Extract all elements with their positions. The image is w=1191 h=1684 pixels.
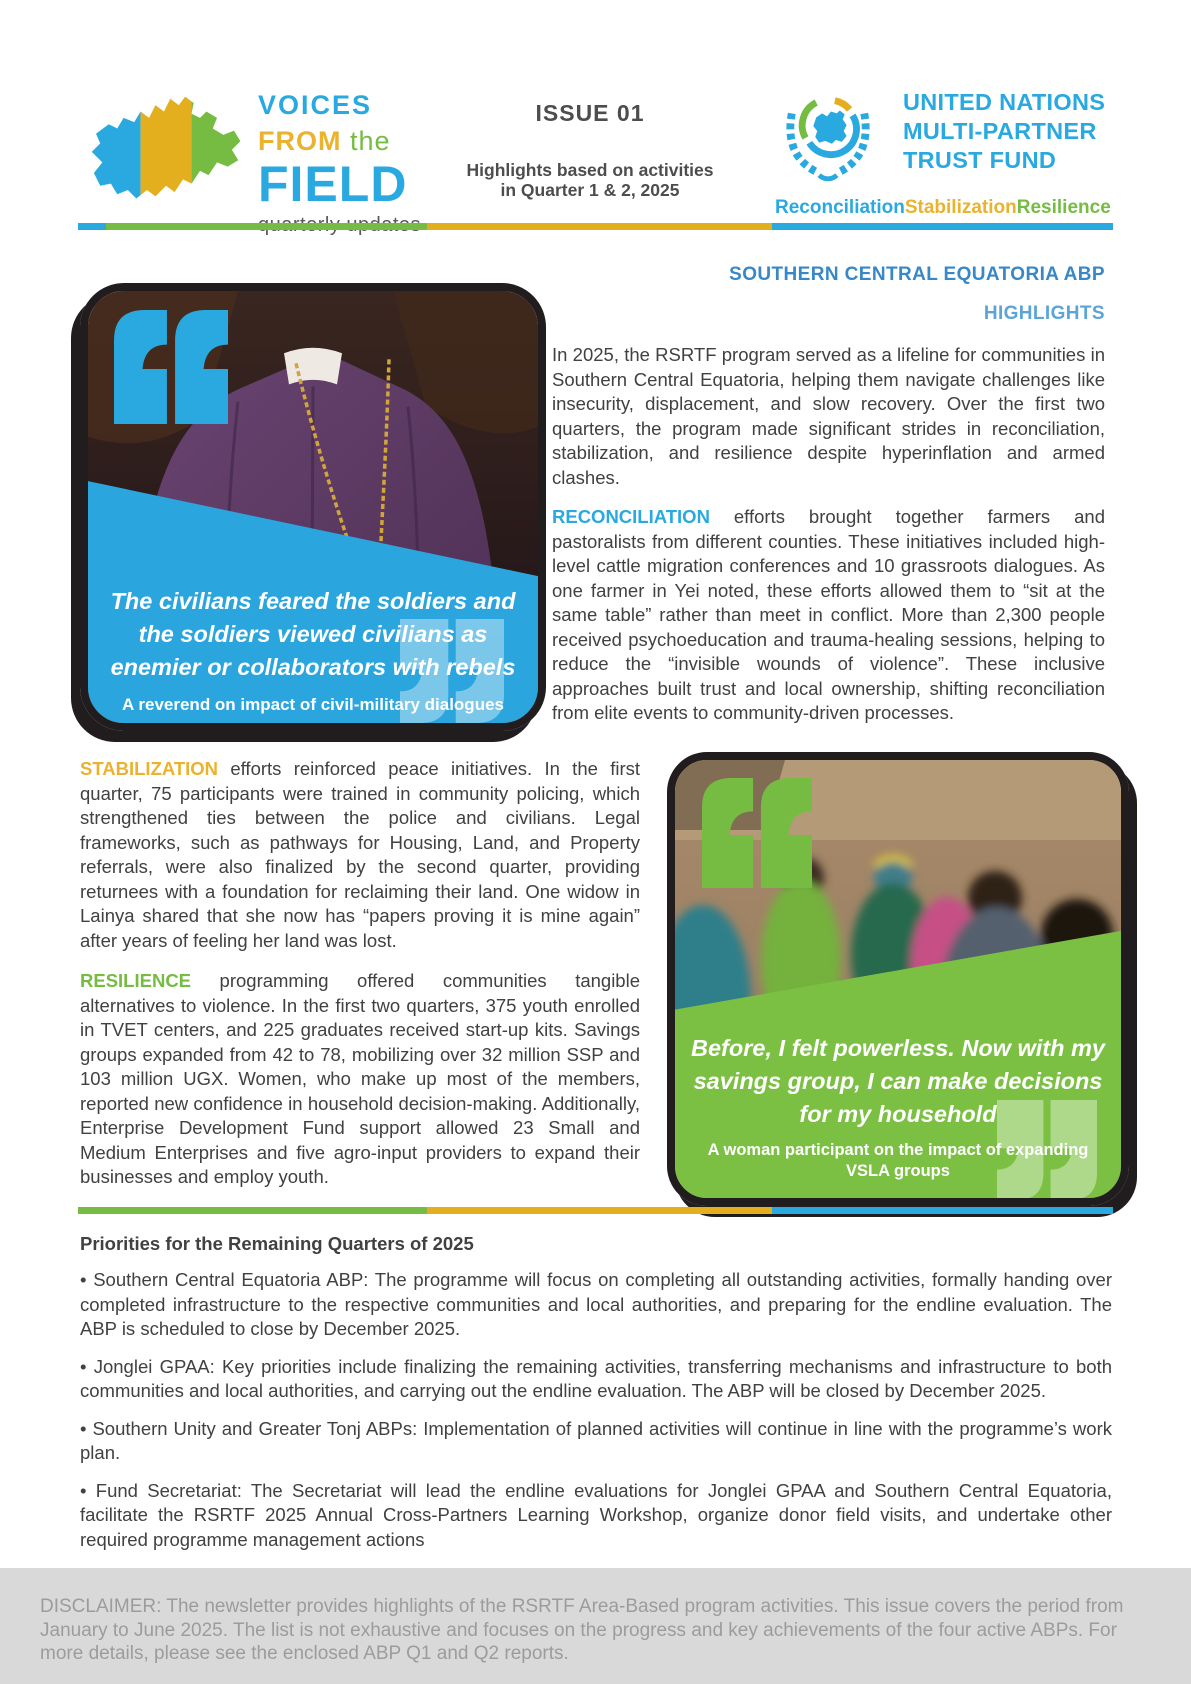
divider-segment-blue xyxy=(772,223,1113,230)
priorities-section xyxy=(80,1233,1112,1552)
resilience-paragraph: RESILIENCE programming offered communities tangible alternatives to violence. In the first two quarters, 375 youth enrolled in TVET centers, and 225 graduates received start-up kits. Savings groups expanded from 42 to 78, mobilizing over 32 million SSP and 103 million UGX. Women, who make up most of the members, reported new confidence in household decision-making. Additionally, Enterprise Development Fund support allowed 23 Small and Medium Enterprises and five agro-input providers to expand their businesses and employ youth. xyxy=(80,970,640,1187)
tagline-resilience: Resilience xyxy=(1016,197,1111,218)
un-fund-name: UNITED NATIONS MULTI-PARTNER TRUST FUND xyxy=(903,89,1106,173)
quote-card-reverend xyxy=(80,283,546,731)
stabilization-paragraph: STABILIZATION efforts reinforced peace initiatives. In the first quarter, 75 participants were trained in community policing, which strengthened ties between the police and civilians. Legal frameworks, such as pathways for Housing, Land, and Property referrals, were also finalized by the second quarter, providing returnees with a foundation for reclaiming their land. One widow in Lainya shared that she now has “papers proving it is mine again” after years of feeling her land was lost. xyxy=(80,758,640,951)
divider-segment-blue xyxy=(772,1207,1113,1214)
priority-bullet-unity-tonj: • Southern Unity and Greater Tonj ABPs: Implementation of planned activities will continue in line with the programme’s work plan. xyxy=(80,1417,1112,1463)
divider-segment-yellow xyxy=(427,223,772,230)
divider-segment-yellow xyxy=(427,1207,772,1214)
quote-attribution: A reverend on impact of civil-military dialogues xyxy=(122,695,504,714)
quote-attribution: A woman participant on the impact of expanding VSLA groups xyxy=(707,1141,1089,1180)
quote-body xyxy=(88,585,538,715)
tagline-stabilization: Stabilization xyxy=(904,197,1017,218)
section-subheading: HIGHLIGHTS xyxy=(983,303,1105,324)
brand-line-field: FIELD xyxy=(258,156,408,212)
issue-block xyxy=(430,100,750,200)
section-divider-bar xyxy=(78,1207,1113,1214)
disclaimer-text: DISCLAIMER: The newsletter provides highlights of the RSRTF Area-Based program activities. This issue covers the period from January to June 2025. The list is not exhaustive and focuses on the progress and key achievements of the four active ABPs. For more details, please see the enclosed ABP Q1 and Q2 reports. xyxy=(40,1596,1124,1664)
brand-line-voices: VOICES xyxy=(258,90,373,120)
quote-text: Before, I felt powerless. Now with my savings group, I can make decisions for my household xyxy=(691,1035,1105,1127)
priorities-heading: Priorities for the Remaining Quarters of 2025 xyxy=(80,1233,474,1254)
resilience-keyword: RESILIENCE xyxy=(80,970,192,991)
quote-card-vsla xyxy=(667,752,1129,1206)
issue-subtitle: Highlights based on activities in Quarter 1 & 2, 2025 xyxy=(466,160,714,200)
highlights-column xyxy=(552,264,1105,726)
priority-bullet-jonglei-gpaa: • Jonglei GPAA: Key priorities include finalizing the remaining activities, transferring mechanisms and infrastructure to both communities and local authorities, and carrying out the endline evaluation. The ABP will be closed by December 2025. xyxy=(80,1355,1112,1401)
issue-title: ISSUE 01 xyxy=(535,100,645,126)
divider-segment-green xyxy=(106,223,427,230)
quote-text: The civilians feared the soldiers and the soldiers viewed civilians as enemier or collaborators with rebels xyxy=(110,588,516,680)
stabilization-keyword: STABILIZATION xyxy=(80,758,219,779)
priority-bullet-fund-secretariat: • Fund Secretariat: The Secretariat will lead the endline evaluations for Jonglei GPAA and Southern Central Equatoria, facilitate the RSRTF 2025 Annual Cross-Partners Learning Workshop, organize donor field visits, and undertake other required programme management actions xyxy=(80,1479,1112,1550)
divider-segment-green xyxy=(78,1207,427,1214)
disclaimer-footer xyxy=(0,1568,1191,1684)
open-quote-icon xyxy=(114,309,228,430)
priority-bullet-sce-abp: • Southern Central Equatoria ABP: The programme will focus on completing all outstanding activities, formally handing over completed infrastructure to the respective communities and local authorities, and preparing for the endline evaluation. The ABP is scheduled to close by December 2025. xyxy=(80,1269,1112,1339)
open-quote-icon xyxy=(701,778,813,893)
intro-paragraph: In 2025, the RSRTF program served as a lifeline for communities in Southern Central Equatoria, helping them navigate challenges like insecurity, displacement, and slow recovery. Over the first two quarters, the program made significant strides in reconciliation, stabilization, and resilience despite hyperinflation and armed clashes. xyxy=(552,344,1105,488)
brand-wordmark xyxy=(258,92,421,235)
un-tagline xyxy=(775,197,1111,219)
stabilization-resilience-column xyxy=(80,757,640,1190)
tagline-reconciliation: Reconciliation xyxy=(775,197,905,218)
quote-body xyxy=(675,1032,1121,1182)
south-sudan-map-logo-icon xyxy=(84,86,246,229)
reconciliation-keyword: RECONCILIATION xyxy=(552,506,710,527)
un-emblem-icon xyxy=(778,84,878,187)
header-divider-bar xyxy=(78,223,1113,230)
brand-line-from-the: FROM the xyxy=(258,126,391,156)
section-heading: SOUTHERN CENTRAL EQUATORIA ABP xyxy=(729,264,1105,285)
reconciliation-paragraph: RECONCILIATION efforts brought together farmers and pastoralists from different counties. These initiatives included high-level cattle migration conferences and 10 grassroots dialogues. As one farmer in Yei noted, these efforts allowed them to “sit at the same table” rather than meet in conflict. More than 2,300 people received psychoeducation and trauma-healing sessions, helping to reduce the “invisible wounds of violence”. These inclusive approaches built trust and local ownership, shifting reconciliation from elite events to community-driven processes. xyxy=(552,506,1105,723)
divider-segment-blue xyxy=(78,223,106,230)
